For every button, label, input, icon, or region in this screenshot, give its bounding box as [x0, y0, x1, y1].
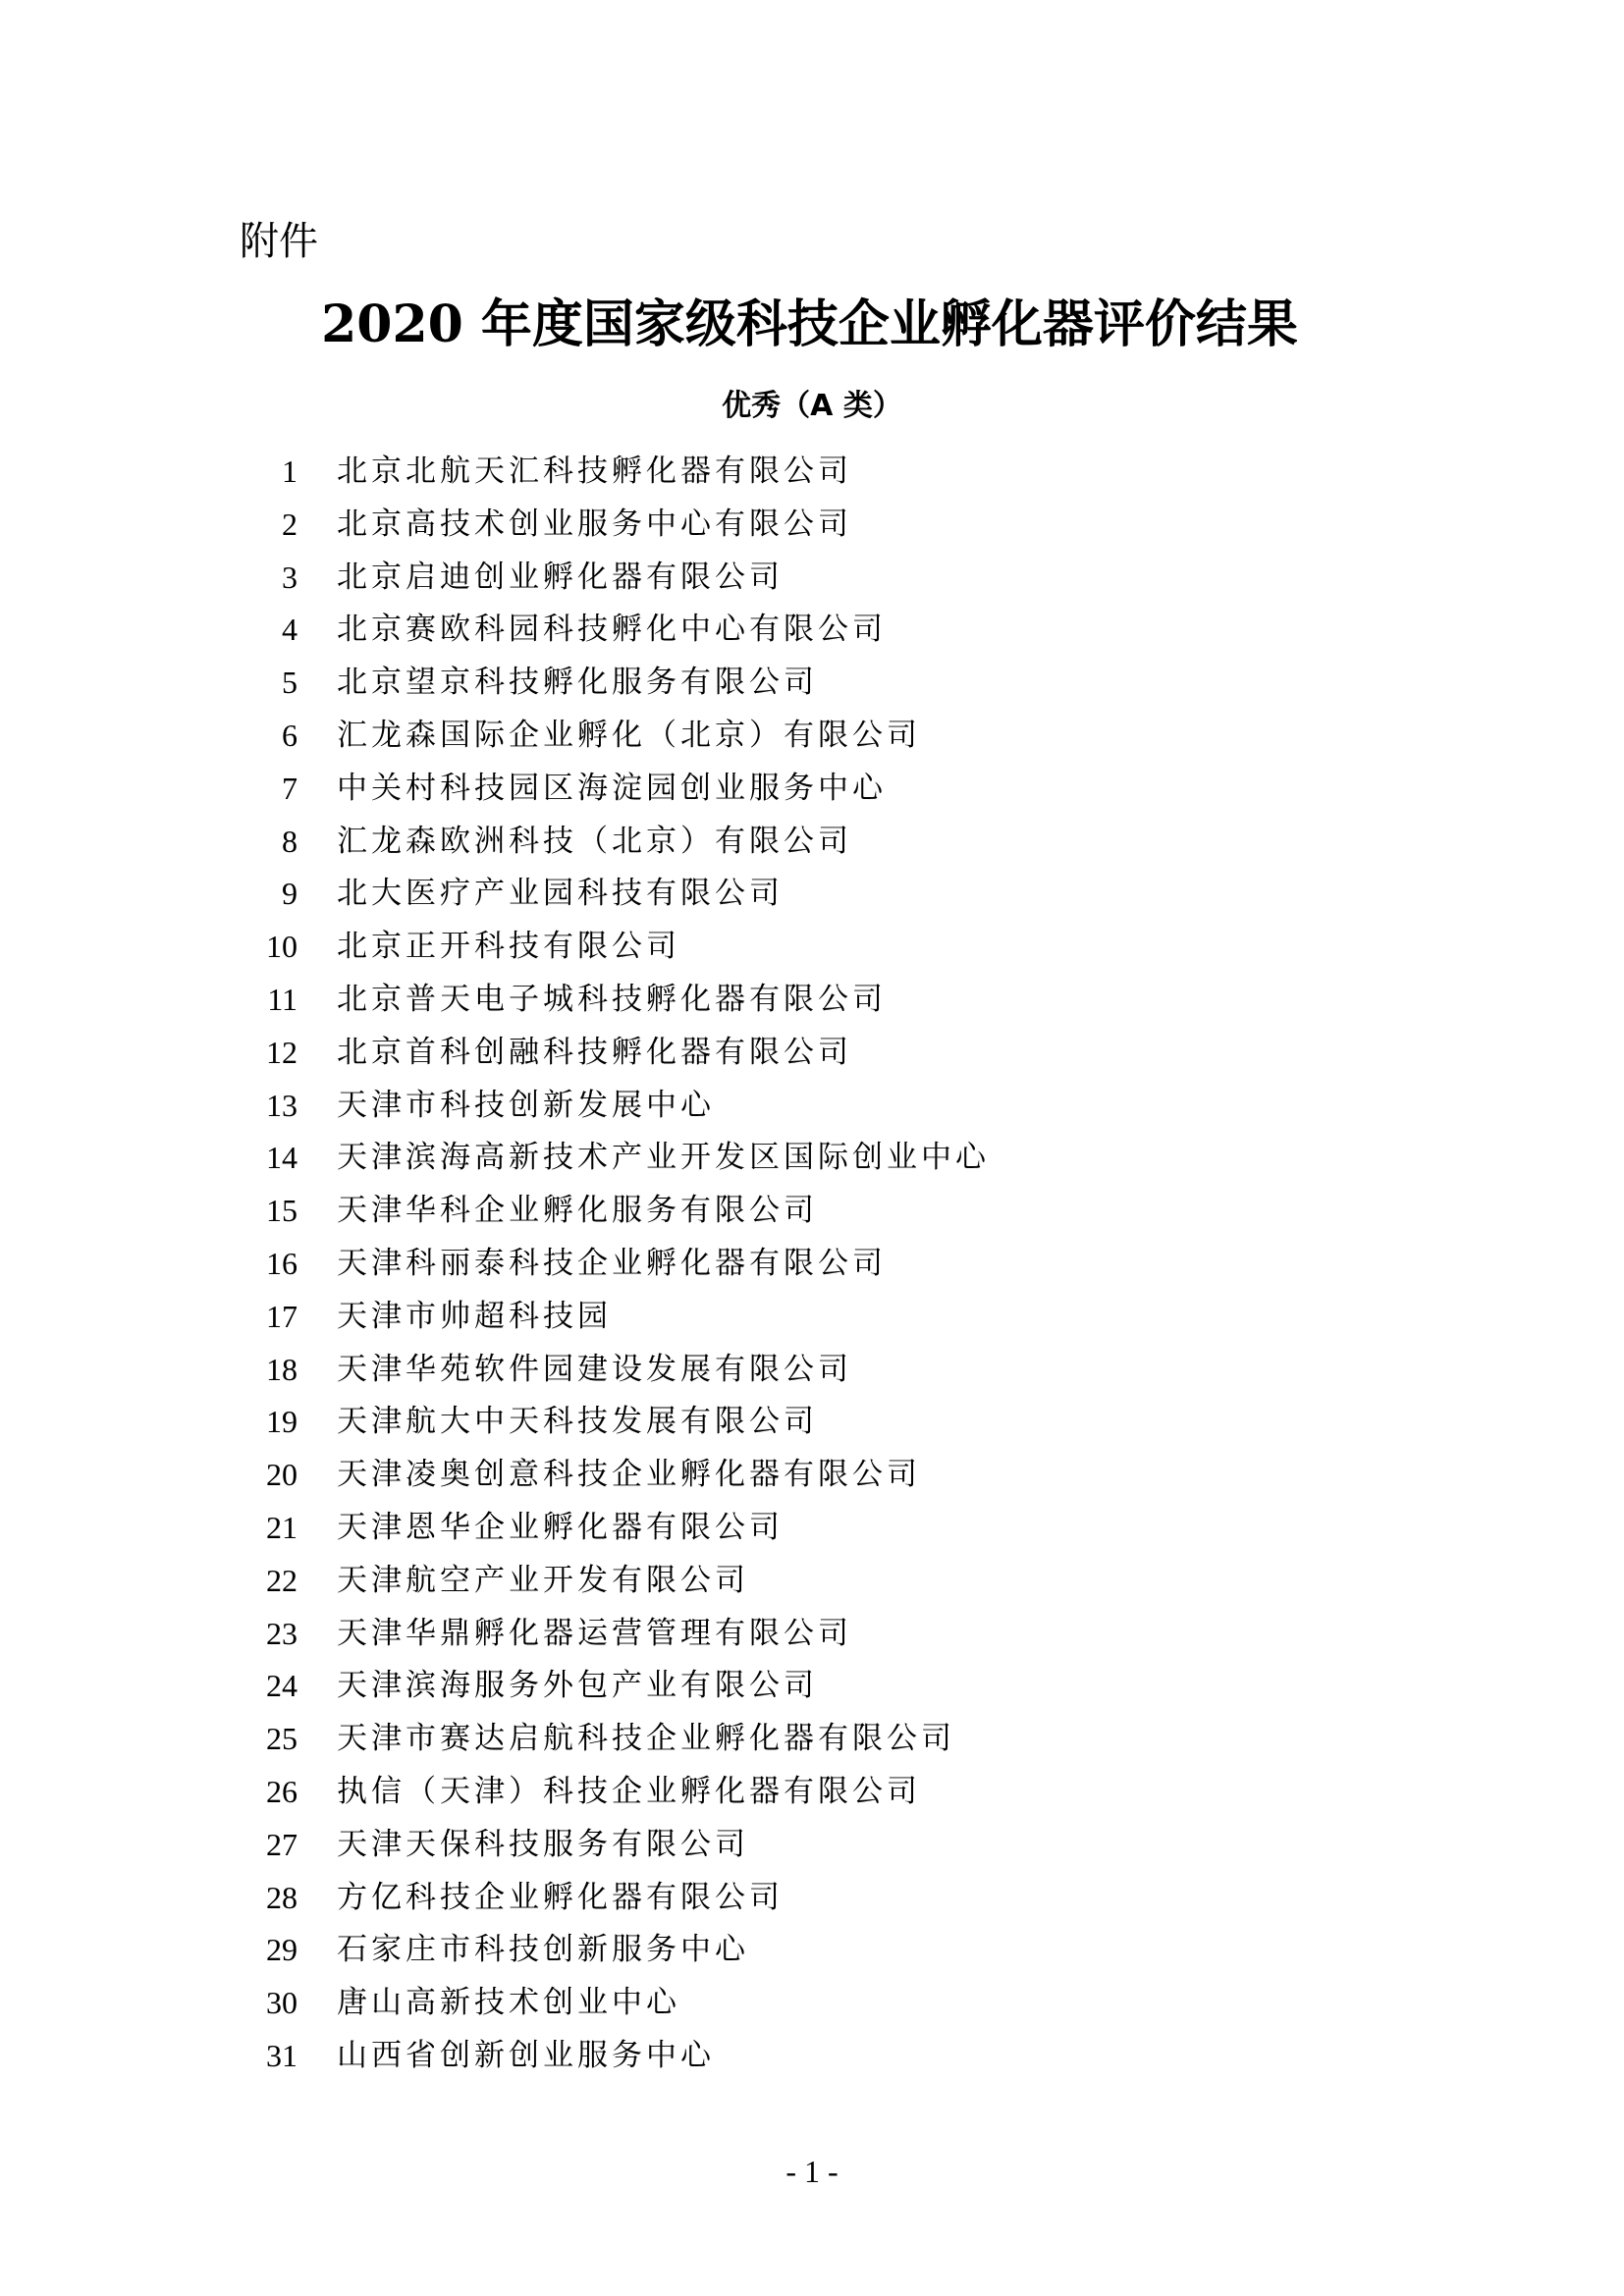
list-item	[0, 551, 1178, 604]
list-item	[0, 498, 1178, 551]
list-item	[0, 1712, 1178, 1765]
list-item	[0, 603, 1178, 656]
list-item	[0, 1554, 1178, 1607]
list-item	[0, 867, 1178, 920]
list-item	[0, 1765, 1178, 1818]
list-item	[0, 1026, 1178, 1079]
item-name: 天津凌奥创意科技企业孵化器有限公司	[337, 1457, 921, 1493]
item-number: 9	[282, 876, 298, 912]
item-number: 15	[266, 1193, 298, 1229]
item-number: 3	[282, 559, 298, 595]
item-number: 25	[266, 1721, 298, 1757]
document-title-text: 2020 年度国家级科技企业孵化器评价结果	[321, 294, 1298, 354]
item-number: 27	[266, 1826, 298, 1862]
item-number: 11	[267, 982, 298, 1017]
item-number: 14	[266, 1140, 298, 1176]
item-name: 北京望京科技孵化服务有限公司	[337, 665, 818, 701]
item-name: 北京启迪创业孵化器有限公司	[337, 559, 784, 595]
list-item	[0, 1131, 1178, 1184]
item-name: 北京赛欧科园科技孵化中心有限公司	[337, 612, 887, 648]
item-name: 天津航大中天科技发展有限公司	[337, 1404, 818, 1440]
item-number: 29	[266, 1932, 298, 1968]
item-number: 6	[282, 718, 298, 753]
item-number: 24	[266, 1668, 298, 1704]
item-name: 天津滨海高新技术产业开发区国际创业中心	[337, 1140, 990, 1176]
list-item	[0, 815, 1178, 868]
item-name: 北京高技术创业服务中心有限公司	[337, 506, 852, 542]
item-number: 5	[282, 665, 298, 701]
list-item	[0, 656, 1178, 709]
item-name: 天津华科企业孵化服务有限公司	[337, 1193, 818, 1229]
item-name: 天津华鼎孵化器运营管理有限公司	[337, 1615, 852, 1651]
list-item	[0, 1659, 1178, 1712]
item-number: 22	[266, 1562, 298, 1598]
list-item	[0, 1607, 1178, 1660]
item-name: 天津华苑软件园建设发展有限公司	[337, 1351, 852, 1387]
item-number: 16	[266, 1246, 298, 1281]
list-item	[0, 1818, 1178, 1871]
list-item	[0, 762, 1178, 815]
item-number: 31	[266, 2038, 298, 2073]
item-name: 天津科丽泰科技企业孵化器有限公司	[337, 1246, 887, 1281]
item-name: 北京北航天汇科技孵化器有限公司	[337, 454, 852, 489]
item-name: 汇龙森欧洲科技（北京）有限公司	[337, 823, 852, 859]
list-item	[0, 1343, 1178, 1396]
item-name: 天津航空产业开发有限公司	[337, 1562, 749, 1598]
list-item	[0, 1237, 1178, 1290]
item-number: 26	[266, 1774, 298, 1809]
list-item	[0, 1395, 1178, 1448]
item-number: 18	[266, 1351, 298, 1387]
item-number: 28	[266, 1879, 298, 1915]
list-item	[0, 709, 1178, 762]
document-title	[0, 294, 1624, 355]
item-number: 8	[282, 823, 298, 859]
item-name: 汇龙森国际企业孵化（北京）有限公司	[337, 718, 921, 753]
item-name: 唐山高新技术创业中心	[337, 1985, 680, 2021]
section-title: 优秀（A 类）	[722, 389, 902, 423]
item-name: 天津滨海服务外包产业有限公司	[337, 1668, 818, 1704]
list-item	[0, 1923, 1178, 1976]
item-name: 山西省创新创业服务中心	[337, 2038, 715, 2073]
item-name: 天津市赛达启航科技企业孵化器有限公司	[337, 1721, 955, 1757]
item-number: 7	[282, 770, 298, 806]
item-name: 天津恩华企业孵化器有限公司	[337, 1510, 784, 1545]
item-name: 天津天保科技服务有限公司	[337, 1826, 749, 1862]
list-item	[0, 1448, 1178, 1501]
item-name: 北京正开科技有限公司	[337, 929, 680, 965]
item-number: 1	[282, 454, 298, 489]
list-item	[0, 445, 1178, 498]
list-item	[0, 1871, 1178, 1924]
item-name: 天津市帅超科技园	[337, 1298, 612, 1334]
page-number: - 1 -	[785, 2154, 839, 2189]
item-name: 北京普天电子城科技孵化器有限公司	[337, 982, 887, 1017]
item-number: 2	[282, 506, 298, 542]
list-item	[0, 1079, 1178, 1132]
list-item	[0, 920, 1178, 973]
item-number: 4	[282, 612, 298, 648]
item-number: 20	[266, 1457, 298, 1493]
item-number: 19	[266, 1404, 298, 1440]
item-number: 23	[266, 1615, 298, 1651]
item-name: 石家庄市科技创新服务中心	[337, 1932, 749, 1968]
item-number: 21	[266, 1510, 298, 1545]
item-name: 方亿科技企业孵化器有限公司	[337, 1879, 784, 1915]
item-name: 北京首科创融科技孵化器有限公司	[337, 1034, 852, 1070]
list-item	[0, 1501, 1178, 1554]
item-number: 17	[266, 1298, 298, 1334]
item-name: 北大医疗产业园科技有限公司	[337, 876, 784, 912]
item-number: 13	[266, 1087, 298, 1123]
item-number: 10	[266, 929, 298, 965]
list-item	[0, 1290, 1178, 1343]
item-name: 天津市科技创新发展中心	[337, 1087, 715, 1123]
item-number: 30	[266, 1985, 298, 2021]
list-item	[0, 973, 1178, 1026]
list-item	[0, 2029, 1178, 2082]
attachment-label: 附件	[240, 219, 318, 264]
list-item	[0, 1976, 1178, 2029]
list-item	[0, 1184, 1178, 1237]
item-number: 12	[266, 1034, 298, 1070]
item-name: 中关村科技园区海淀园创业服务中心	[337, 770, 887, 806]
item-name: 执信（天津）科技企业孵化器有限公司	[337, 1774, 921, 1809]
